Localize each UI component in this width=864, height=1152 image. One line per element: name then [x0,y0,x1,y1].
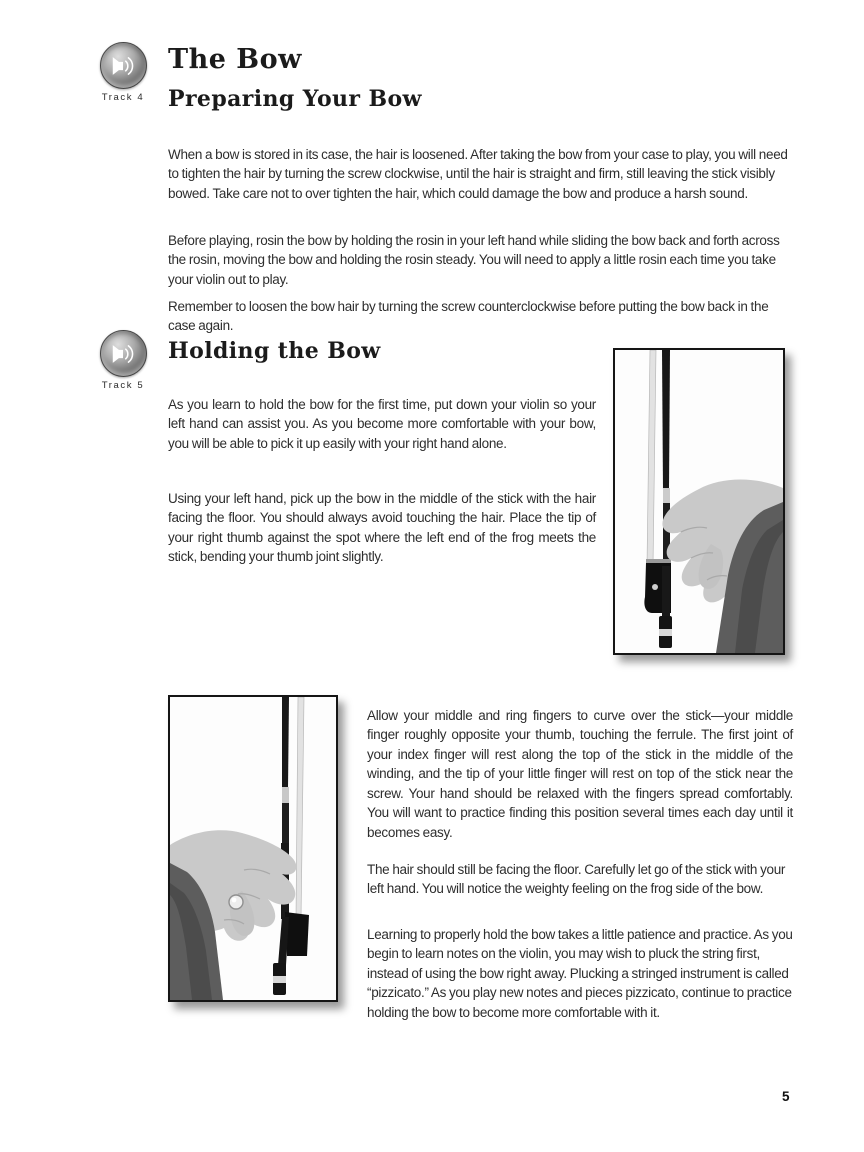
photo-hand-holding-bow-right [613,348,785,655]
bow-grip-photo-2 [170,697,336,1000]
track5-label: Track 5 [101,380,145,391]
paragraph-let-go: The hair should still be facing the floor. Carefully let go of the stick with your left hand. You will notice the weighty feeling on the frog side of the bow. [367,861,786,896]
page-number: 5 [782,1089,790,1104]
bow-grip-photo-1 [615,350,783,653]
paragraph-rosin: Before playing, rosin the bow by holding the rosin in your left hand while sliding the bow back and forth across the rosin, moving the bow and holding the rosin steady. You will need to apply a little rosin each time you take your violin out to play. [168,232,780,287]
track4-audio-badge [90,42,156,103]
paragraph-pick-up-bow: Using your left hand, pick up the bow in the middle of the stick with the hair facing the floor. You should always avoid touching the hair. Place the tip of your right thumb against the spot where the left end of the frog meets the stick, bending your thumb joint slightly. [168,490,596,564]
section-heading-preparing: Preparing Your Bow [168,86,422,112]
page-title: The Bow [168,44,302,75]
photo-hand-holding-bow-left [168,695,338,1002]
paragraph-first-time: As you learn to hold the bow for the first time, put down your violin so your left hand can assist you. As you become more comfortable with your bow, you will be able to pick it up easily with your right hand alone. [168,396,596,451]
paragraph-loosen-hair: Remember to loosen the bow hair by turning the screw counterclockwise before putting the bow back in the case again. [168,298,769,333]
track5-audio-badge [90,330,156,391]
section-heading-holding: Holding the Bow [168,338,381,364]
speaker-icon [108,51,138,81]
speaker-audio-icon [100,42,147,89]
paragraph-finger-position: Allow your middle and ring fingers to curve over the stick—your middle finger roughly opposite your thumb, touching the ferrule. The first joint of your index finger will rest along the top of the stick in the middle of the winding, and the tip of your little finger will rest on top of the stick near the screw. Your hand should be relaxed with the fingers spread comfortably. You will want to practice finding this position several times each day until it becomes easy. [367,707,793,840]
paragraph-tighten-hair: When a bow is stored in its case, the hair is loosened. After taking the bow from your case to play, you will need to tighten the hair by turning the screw clockwise, until the hair is straight and firm, still leaving the stick visibly bowed. Take care not to over tighten the hair, which could damage the bow and produce a harsh sound. [168,146,788,201]
speaker-icon [108,339,138,369]
track4-label: Track 4 [101,92,145,103]
speaker-audio-icon [100,330,147,377]
paragraph-pizzicato: Learning to properly hold the bow takes a little patience and practice. As you begin to learn notes on the violin, you may wish to pluck the string first, instead of using the bow right away. Plucking a stringed instrument is called “pizzicato.” As you play new notes and pieces pizzicato, continue to practice holding the bow to become more comfortable with it. [367,926,793,1020]
